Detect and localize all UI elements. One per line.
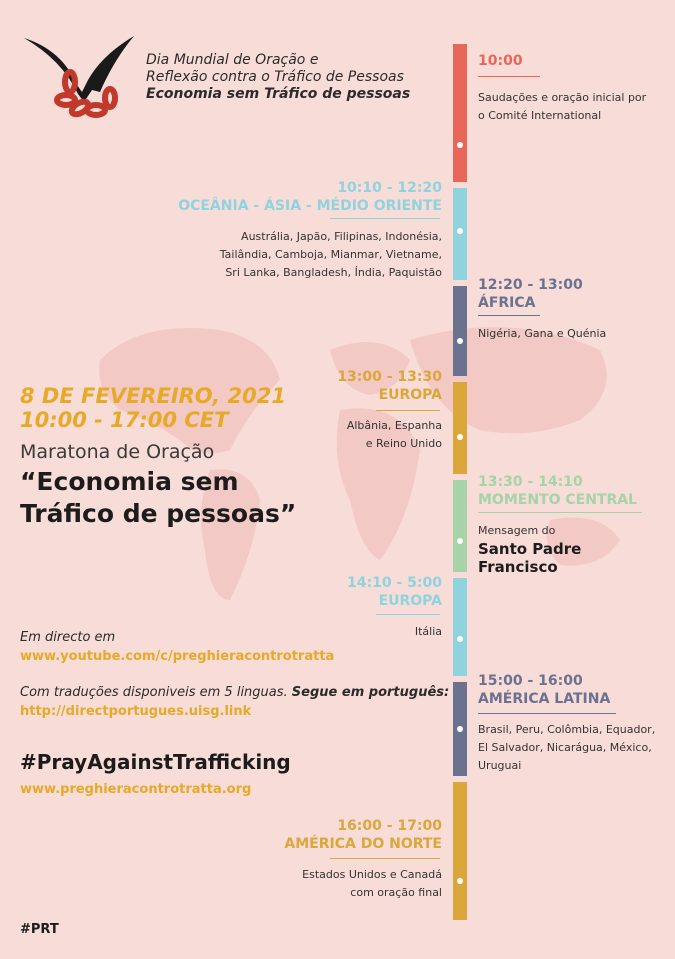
stop-5 bbox=[478, 474, 637, 576]
hashtag: #PrayAgainstTrafficking bbox=[20, 750, 291, 774]
timeline-dot bbox=[457, 338, 463, 344]
translations-label: Com traduções disponiveis em 5 linguas. bbox=[20, 685, 288, 700]
stop-5-underline bbox=[478, 512, 642, 513]
stop-3-time: 12:20 - 13:00 bbox=[478, 277, 583, 293]
timeline-segment-4 bbox=[453, 382, 467, 474]
stop-2-body-line-2: Tailândia, Camboja, Mianmar, Vietname, bbox=[219, 248, 442, 261]
translations-follow: Segue em português: bbox=[291, 685, 450, 700]
stop-6-body-line-1: Itália bbox=[414, 625, 442, 638]
timeline-segment-7 bbox=[453, 682, 467, 776]
website-link[interactable]: www.preghieracontrotratta.org bbox=[20, 782, 252, 797]
stop-8-body-line-1: Estados Unidos e Canadá bbox=[302, 868, 442, 881]
stop-1-body-line-2: o Comité International bbox=[478, 109, 602, 122]
stop-1-time: 10:00 bbox=[478, 53, 523, 69]
stop-7-time: 15:00 - 16:00 bbox=[478, 673, 583, 689]
event-time: 10:00 - 17:00 CET bbox=[20, 408, 229, 432]
stop-7-body-line-1: Brasil, Peru, Colômbia, Equador, bbox=[478, 723, 656, 736]
stop-4-time: 13:00 - 13:30 bbox=[337, 369, 442, 385]
stop-5-highlight bbox=[478, 540, 637, 576]
stop-8-region: AMÉRICA DO NORTE bbox=[284, 836, 442, 852]
timeline-dot bbox=[457, 538, 463, 544]
timeline-segment-5 bbox=[453, 480, 467, 572]
timeline-segment-2 bbox=[453, 188, 467, 280]
timeline-dot bbox=[457, 878, 463, 884]
stop-2 bbox=[112, 180, 442, 282]
stop-6-region: EUROPA bbox=[378, 593, 442, 609]
stop-8-time: 16:00 - 17:00 bbox=[337, 818, 442, 834]
timeline-dot bbox=[457, 228, 463, 234]
stop-7-body-line-2: El Salvador, Nicarágua, México, bbox=[478, 741, 652, 754]
live-label: Em directo em bbox=[20, 630, 116, 645]
stop-8-body bbox=[222, 866, 442, 902]
stop-7 bbox=[478, 673, 655, 775]
event-subtitle: Maratona de Oração bbox=[20, 441, 215, 463]
stop-6-underline bbox=[376, 614, 440, 615]
footer-tag: #PRT bbox=[20, 922, 59, 937]
stop-2-region: OCEÂNIA - ÁSIA - MÉDIO ORIENTE bbox=[178, 198, 442, 214]
stop-2-time: 10:10 - 12:20 bbox=[337, 180, 442, 196]
event-date: 8 DE FEVEREIRO, 2021 bbox=[20, 384, 286, 408]
event-title-line-2: Tráfico de pessoas” bbox=[20, 499, 297, 528]
stop-7-region: AMÉRICA LATINA bbox=[478, 691, 611, 707]
stop-1-body bbox=[478, 89, 646, 125]
timeline-segment-6 bbox=[453, 578, 467, 676]
timeline-segment-1 bbox=[453, 44, 467, 182]
timeline-segment-8 bbox=[453, 782, 467, 920]
header-line-2: Reflexão contra o Tráfico de Pessoas bbox=[146, 69, 404, 85]
stop-6-time: 14:10 - 5:00 bbox=[347, 575, 442, 591]
stop-5-highlight-line-2: Francisco bbox=[478, 558, 558, 576]
stop-3-body-line-1: Nigéria, Gana e Quénia bbox=[478, 327, 607, 340]
stop-5-time: 13:30 - 14:10 bbox=[478, 474, 583, 490]
header-line-3: Economia sem Tráfico de pessoas bbox=[146, 86, 411, 102]
stop-5-highlight-line-1: Santo Padre bbox=[478, 540, 582, 558]
translations-line bbox=[20, 685, 449, 700]
timeline-dot bbox=[457, 142, 463, 148]
stop-4 bbox=[242, 369, 442, 453]
stop-5-region: MOMENTO CENTRAL bbox=[478, 492, 638, 508]
stop-3-underline bbox=[478, 315, 540, 316]
live-link[interactable]: www.youtube.com/c/preghieracontrotratta bbox=[20, 649, 335, 664]
stop-6 bbox=[242, 575, 442, 641]
stop-2-body bbox=[112, 228, 442, 282]
stop-1-underline bbox=[478, 76, 540, 77]
stop-5-body-line-1: Mensagem do bbox=[478, 524, 556, 537]
stop-2-body-line-1: Austrália, Japão, Filipinas, Indonésia, bbox=[241, 230, 442, 243]
stop-2-body-line-3: Sri Lanka, Bangladesh, Índia, Paquistão bbox=[225, 266, 442, 279]
stop-7-body bbox=[478, 721, 655, 775]
stop-8 bbox=[222, 818, 442, 902]
stop-7-underline bbox=[478, 713, 616, 714]
translations-link[interactable]: http://directportugues.uisg.link bbox=[20, 704, 252, 719]
stop-8-body-line-2: com oração final bbox=[350, 886, 442, 899]
timeline-segment-3 bbox=[453, 286, 467, 376]
stop-3-region: ÁFRICA bbox=[478, 295, 536, 311]
header-text bbox=[146, 52, 410, 103]
timeline-dot bbox=[457, 726, 463, 732]
bird-chain-logo bbox=[22, 30, 142, 125]
stop-8-underline bbox=[330, 858, 440, 859]
event-title-line-1: “Economia sem bbox=[20, 467, 239, 496]
stop-4-body-line-2: e Reino Unido bbox=[365, 437, 442, 450]
stop-2-underline bbox=[330, 218, 440, 219]
stop-4-region: EUROPA bbox=[378, 387, 442, 403]
event-title bbox=[20, 466, 296, 530]
timeline-dot bbox=[457, 434, 463, 440]
stop-4-underline bbox=[376, 410, 440, 411]
header-line-1: Dia Mundial de Oração e bbox=[146, 52, 319, 68]
stop-4-body bbox=[242, 417, 442, 453]
stop-7-body-line-3: Uruguai bbox=[478, 759, 522, 772]
timeline-dot bbox=[457, 636, 463, 642]
stop-3 bbox=[478, 277, 606, 343]
stop-1-body-line-1: Saudações e oração inicial por bbox=[478, 91, 647, 104]
stop-4-body-line-1: Albânia, Espanha bbox=[346, 419, 442, 432]
